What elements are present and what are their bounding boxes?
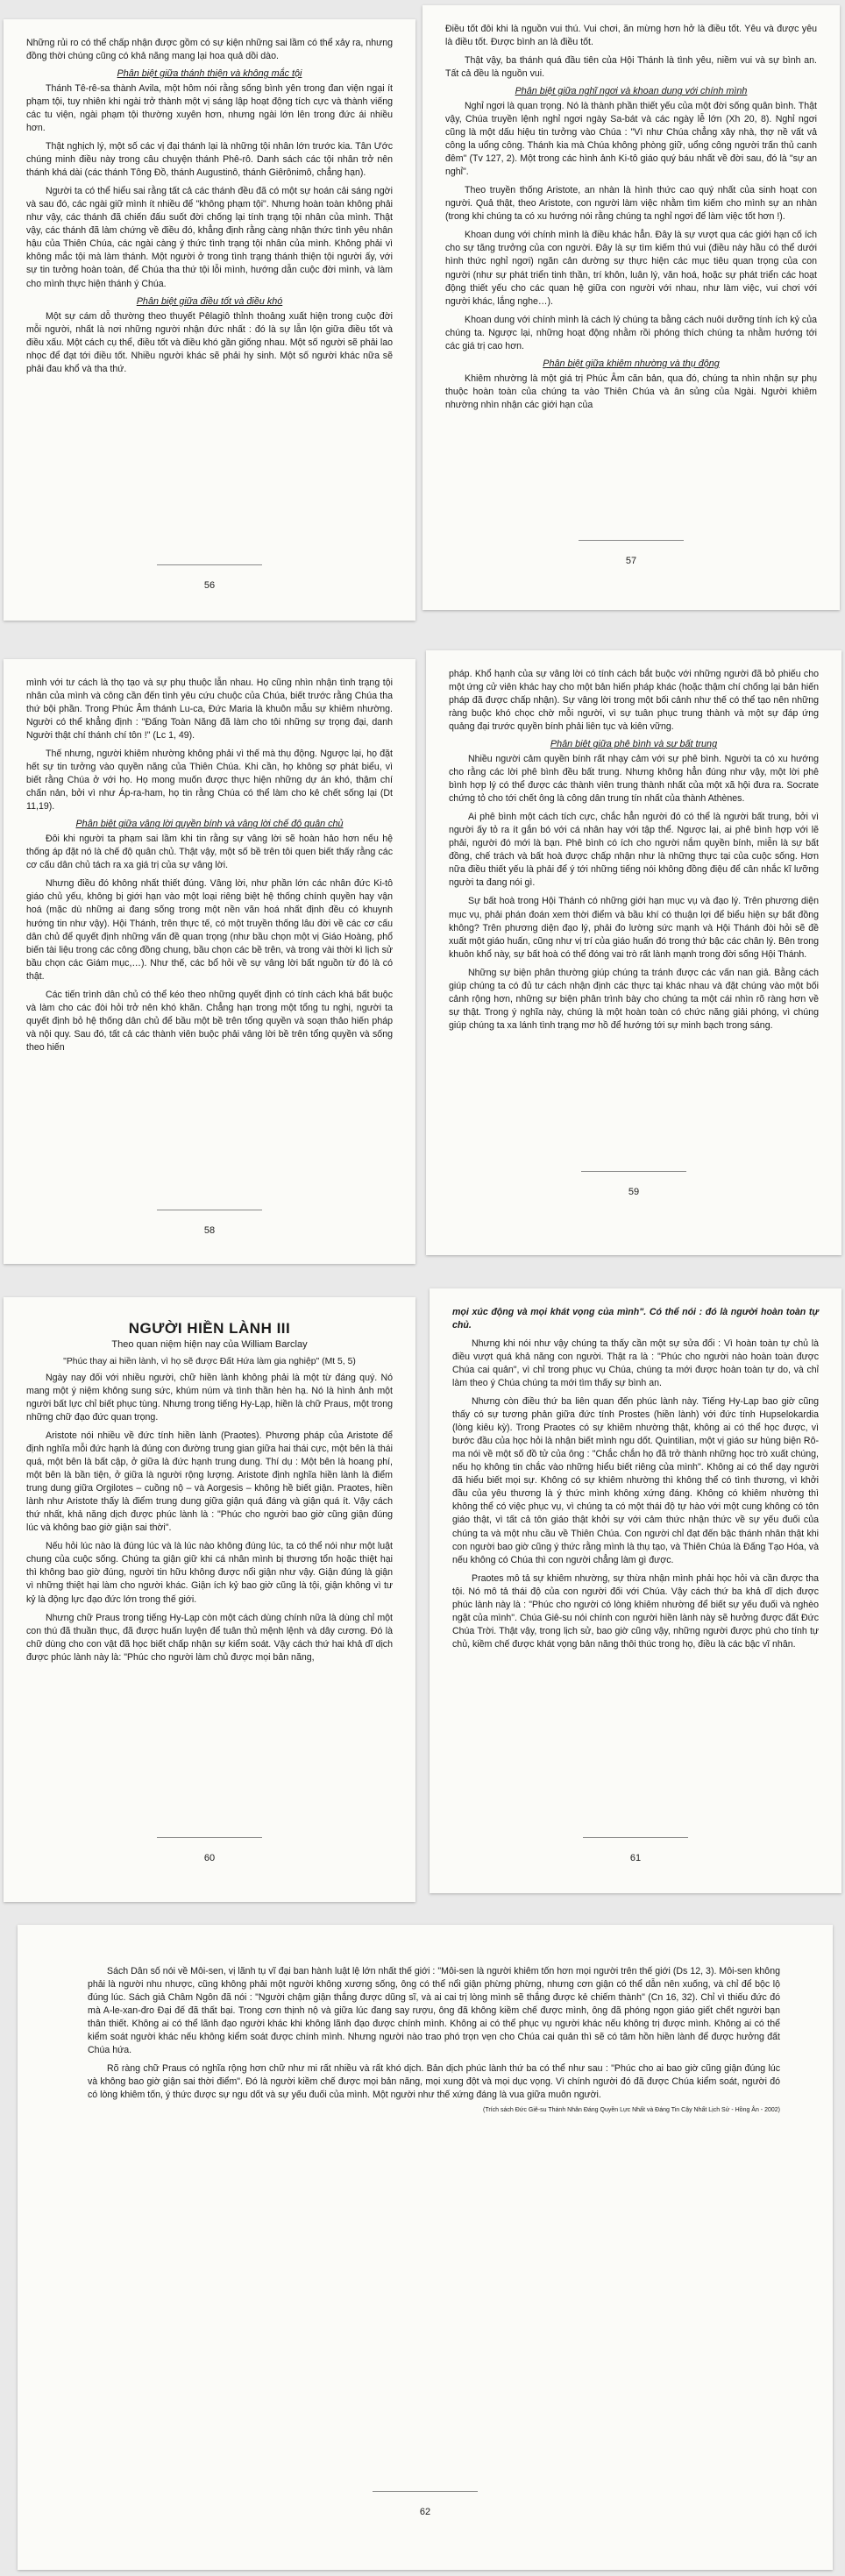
paragraph: Thánh Tê-rê-sa thành Avila, một hôm nói rằng sống bình yên trong đan viện ngại ít phạm tội, tuy nhiên khi ngài trở thành một vị sáng lập hoạt động tích cực và thành viếng các tu viện, ngài phạm tội thường xuyên hơn, nhưng ngài lớn lên trong đức ái nhiều hơn. [26, 83, 393, 134]
page-number-61: 61 [629, 1853, 642, 1863]
page-56 [4, 19, 415, 621]
paragraph: Aristote nói nhiều về đức tính hiền lành (Praotes). Phương pháp của Aristote để định nghĩa mỗi đức hạnh là đúng con đường trung gian giữa hai thái cực, một bên là thái quá, một bên là bất cập, ở giữa là đức hạnh trung dung. Thí dụ : Một bên là hoang phí, một bên là bần tiện, ở giữa là người rộng lượng. Aristote định nghĩa hiền lành là điểm trung dung giữa Orgilotes – cuồng nộ – và Aorgesis – không hề biết giận. Praotes, hiền lành như Aristote thấy là điểm trung dung giữa giận quá đáng và giận quá ít. Vậy cách thứ nhất, khả năng dịch được phúc lành là : "Phúc cho người bao giờ cũng giận đúng lúc và không bao giờ giận sai thời". [26, 1430, 393, 1534]
chapter-subtitle: Theo quan niệm hiện nay của William Barclay [111, 1339, 308, 1350]
paragraph: Điều tốt đôi khi là nguồn vui thú. Vui chơi, ăn mừng hơn hở là điều tốt. Yêu và được yêu là điều tốt. Được bình an là điều tốt. [445, 24, 817, 48]
paragraph: Ai phê bình một cách tích cực, chắc hẳn người đó có thể là người bất trung, bởi vì người ấy tỏ ra ít gắn bó với cá nhân hay với tập thể. Ngược lại, ai phê bình hợp với lẽ phải, người đó mới là bạn. Phê bình có ích cho người nắm quyền bính, miễn là sự bất đồng, chế trách và bất hoà được chấp nhận như là những thực tại của cuộc sống. Hơn nữa điều thiết yếu là phải để ý tới những tiếng nói không đồng điệu để cân nhắc kĩ lưỡng người ta đang nói gì. [449, 812, 819, 889]
section-heading: Phân biệt giữa phê bình và sự bất trung [550, 739, 718, 750]
paragraph: mình với tư cách là thọ tạo và sự phụ thuộc lẫn nhau. Họ cũng nhìn nhận tình trạng tội nhân của mình và công cần đến tình yêu cứu chuộc của Chúa, biết trước rằng Chúa tha thứ bội phần. Trong Phúc Âm thánh Lu-ca, Đức Maria là khuôn mẫu sự khiêm nhường. Người có thể khẳng định : "Đấng Toàn Năng đã làm cho tôi những sự trọng đại, danh Người thật chí thánh chí tôn !" (Lc 1, 49). [26, 678, 393, 742]
paragraph: Nếu hỏi lúc nào là đúng lúc và là lúc nào không đúng lúc, ta có thể nói như một luật chung của cuộc sống. Chúng ta giận giữ khi cá nhân mình bị thương tổn hoặc thiệt hại thì không bao giờ đúng, người tin hữu không được nổi giận như vậy. Giận đúng là giận vì những thiệt hại làm cho người khác. Giận ích kỷ bao giờ cũng là tội, giận không vì tư kỷ là động lực đạo đức lớn trong thế giới. [26, 1541, 393, 1605]
page-62-body [88, 1965, 780, 2102]
page-60-body [26, 1320, 393, 1664]
paragraph: Thật vậy, ba thánh quá đầu tiên của Hội Thánh là tình yêu, niềm vui và sự bình an. Tất cả đều là nguồn vui. [445, 55, 817, 80]
page-number-59: 59 [628, 1187, 640, 1197]
paragraph: Sách Dân số nói về Môi-sen, vị lãnh tụ vĩ đại ban hành luật lệ lớn nhất thế giới : "Môi-sen là người khiêm tốn hơn mọi người trên thế giới (Ds 12, 3). Môi-sen không phải là người nhu nhược, cũng không phải một người không xương sống, ông có thể nổi giận phừng phừng, nhưng cơn giận có thể dẫn nên xuống, và chỉ để bộc lộ đúng lúc. Sách giả Châm Ngôn đã nói : "Người chậm giận thắng được dũng sĩ, và ai cai trị lòng mình sẽ thắng được kẻ chiếm thành" (Cn 16, 32). Chỉ vì thiếu đức đó mà A-le-xan-đro Đại đế đã thất bại. Trong cơn thịnh nộ và giữa lúc đang say rượu, ông đã không kiềm chế được mình, ông đã phóng ngọn giáo giết chết người bạn thân thiết. Không ai có thể lãnh đạo người khác khi không lãnh đạo được chính mình. Không ai có thể phục vụ người khác nếu không trị được mình. Không ai có thể kiểm soát người khác nếu không kiểm soát được chính mình. Nhưng người nào trao phó trọn vẹn cho Chúa cai quản thì sẽ có tâm hồn hiền lành để được hưởng đất Chúa hứa. [88, 1966, 780, 2056]
page-60-rule [157, 1837, 262, 1838]
paragraph: Praotes mô tả sự khiêm nhường, sự thừa nhận mình phải học hỏi và cần được tha tội. Nó mô tả thái độ của con người đối với Chúa. Vậy cách thứ ba khả dĩ dịch được phúc lành này là : "Phúc cho người có lòng khiêm nhường để biết sự yếu đuối và nghèo ngặt của mình". Chúa Giê-su nói chính con người hiền lành này sẽ hưởng được đất Đức Chúa Trời. Thật vậy, trong lịch sử, bao giờ cũng vậy, những người được phú cho tính tự chủ, kiềm chế được khát vọng bản năng thôi thúc trong họ, điều là các bậc vĩ nhân. [452, 1572, 819, 1650]
paragraph: Khoan dung với chính mình là cách lý chúng ta bằng cách nuôi dưỡng tính ích kỷ của chúng ta. Ngược lại, những hoạt động nhằm rồi phóng thích chúng ta nhằm hướng tới các giá trị cao hơn. [445, 314, 817, 351]
page-61-rule [583, 1837, 688, 1838]
paragraph: Sự bất hoà trong Hội Thánh có những giới hạn mục vụ và đạo lý. Trên phương diện mục vụ, phải phán đoán xem thời điểm và bầu khí có thuận lợi để biểu hiện sự bất đồng không? Trên phương diện đạo lý, phải đo lường sức mạnh và Hội Thánh đòi hỏi sẽ đề xuất một giáo huấn, cũng như vị trí của giáo huấn đó trong thứ bậc các chân lý. Bên trong khuôn khổ này, sự bất hoà có thể đóng vai trò rất lành mạnh trong đời sống Hội Thánh. [449, 896, 819, 960]
page-57-body [445, 23, 817, 412]
scripture-quote: "Phúc thay ai hiền lành, vì họ sẽ được Đất Hứa làm gia nghiệp" (Mt 5, 5) [63, 1357, 356, 1366]
page-number-62: 62 [419, 2507, 431, 2517]
paragraph: Thật nghịch lý, một số các vị đại thánh lại là những tội nhân lớn trước kia. Tân Ước chúng minh điều này trong câu chuyện thánh Phê-rô. Danh sách các tội nhân trở nên thánh khá dài (các thánh Tông Đồ, thánh Augustinô, thánh Giêrônimô, chẳng hạn). [26, 141, 393, 179]
paragraph: Rõ ràng chữ Praus có nghĩa rộng hơn chữ như mi rất nhiều và rất khó dịch. Bản dịch phúc lành thứ ba có thể như sau : "Phúc cho ai bao giờ cũng giận đúng lúc và không bao giờ giận sai thời điểm". Đó là người kiềm chế được mọi bản năng, mọi xung đột và mọi dục vọng. Vì chính người đó đã được Chúa kiểm soát, người đó có lòng khiêm tốn, ý thức được sự ngu dốt và sự yếu đuối của mình. Một người như thế xứng đáng là vua giữa muôn người. [88, 2063, 780, 2101]
paragraph: Những sự biện phân thường giúp chúng ta tránh được các vấn nan giả. Bằng cách giúp chúng ta có đủ tư cách nhận định các thực tại khác nhau và đặt chúng vào một bối cảnh rộng hơn, những sự biện phân trình bày cho chúng ta một cái nhìn rõ ràng hơn về sự thật. Trong ý nghĩa này, chúng là một hoàn toàn có chức năng giải phóng, vì chúng giúp chúng ta xa lánh tình trạng mơ hồ để hướng tới sự minh bạch trong sáng. [449, 967, 819, 1031]
paragraph: Nhưng điều đó không nhất thiết đúng. Vâng lời, như phần lớn các nhân đức Ki-tô giáo chủ yếu, không bị giới hạn vào một loại riêng biệt hệ thống chính quyền hay vận hoá (mặc dù những ai đang sống trong một nền văn hoá nhất định đều có khuynh hướng tin như vậy). Hội Thánh, trên thực tế, có một truyền thống lâu đời về các cơ cấu dân chủ để quyết định những vấn đề quan trọng (như bầu chọn một vị Giáo Hoàng, phổ biến tài liệu trong các công đồng chung, bầu chọn các bề trên, và trong vài thời kì lịch sử bầu chọn các Giám mục,…). Như thế, các bổ hỏi về sự vâng lời bất nguồn từ đó là có thật. [26, 878, 393, 982]
page-62-rule [373, 2491, 478, 2492]
paragraph: Khoan dung với chính mình là điều khác hẳn. Đây là sự vượt qua các giới hạn cố ích cho sự tăng trưởng của con người. Đây là sự tìm kiếm thú vui (điều này hầu có thể dưới hình thức nghỉ ngơi) ngăn cản dường sự thực hiện các mục tiêu quan trọng của con người (như sự phát triển tinh thần, trí khôn, luân lý, văn hoá, hoặc sự phát triển các hoạt động thiết yếu cho các quan hệ giữa con người với nhau, như làm việc, vui chơi với người khác, lắng nghe…). [445, 230, 817, 307]
section-heading: Phân biệt giữa điều tốt và điều khó [136, 295, 283, 307]
paragraph: Thế nhưng, người khiêm nhường không phải vì thế mà thụ động. Ngược lại, họ đặt hết sự tin tưởng vào quyền năng của Thiên Chúa. Khi cần, họ không sợ phát biểu, vì biết rằng Chúa ở với họ. Họ mong muốn được thực hiện những dự án khó, thậm chí chấn nản, bởi vì như Áp-ra-ham, họ tin rằng Chúa có thể làm cho kẻ chết sống lại (Dt 11,19). [26, 749, 393, 813]
page-58-body [26, 677, 393, 1054]
page-60 [4, 1297, 415, 1902]
page-57-rule [579, 540, 684, 541]
paragraph: Người ta có thể hiểu sai rằng tất cả các thánh đều đã có một sự hoán cải sáng ngời và sau đó, các ngài giữ mình ít nhiều để "không phạm tội". Nhưng hoàn toàn không phải như vậy, các thánh đã chiến đấu suốt đời chống lại tính trạng tội nhân của mình. Thật vậy, các thánh đã làm chứng về điều đó, khẳng định rằng càng nhận thức tình yêu nhân hậu của Thiên Chúa, các ngài càng ý thức tình trạng tội nhân của mình. Không phải vì không mắc tội mà làm thánh. Một người ở trong tình trạng thánh thiện tội người ấy, với sự tin tưởng hoàn toàn, để Chúa tha thứ tội lỗi mình, hướng dẫn cuộc đời mình, và làm cho mình thực hiện thánh ý Chúa. [26, 186, 393, 289]
page-61 [430, 1288, 841, 1893]
page-59 [426, 650, 841, 1255]
paragraph: Một sự cám dỗ thường theo thuyết Pêlagiô thỉnh thoảng xuất hiện trong cuộc đời mỗi người, nhất là nơi những người nhận đức nhất : đó là sự lẫn lộn giữa điều tốt và điều xấu. Một cách cụ thể, điều tốt và điều khó gần giống nhau. Một số người sẽ phải lao nhọc để đạt tới điều tốt. Nhiều người khác sẽ phải hy sinh. Một số người khác nữa sẽ phải đau khổ và tha thứ. [26, 310, 393, 374]
page-57 [422, 5, 840, 610]
paragraph: Nhưng khi nói như vậy chúng ta thấy cần một sự sửa đổi : Vì hoàn toàn tự chủ là điều vượt quá khả năng con người. Thật ra là : "Phúc cho người nào hoàn toàn được Chúa cai quản", vì chỉ trong phục vụ Chúa, chúng ta mới được hoàn toàn tự do, và chỉ làm theo ý Chúa chúng ta mới tìm thấy sự bình an. [452, 1338, 819, 1389]
page-59-rule [581, 1171, 686, 1172]
section-heading: Phân biệt giữa nghĩ ngơi và khoan dung với chính mình [515, 86, 748, 97]
page-number-60: 60 [203, 1853, 216, 1863]
paragraph: mọi xúc động và mọi khát vọng của mình". Có thể nói : đó là người hoàn toàn tự chủ. [452, 1307, 819, 1331]
paragraph: pháp. Khổ hạnh của sự vâng lời có tính cách bắt buộc với những người đã bỏ phiếu cho một ứng cử viên khác hay cho một bản hiến pháp khác (hoặc thậm chí chống lại bản hiến pháp đã được chấp nhận). Sự vâng lời trong một bối cảnh như thế có thể tạo nên những ràng buộc khó chọc chờ mỗi người, vì sự tuân phục trung thành và một sự đáp ứng quảng đại trước quyền bính phải liên tục và kiên vững. [449, 669, 819, 733]
page-number-56: 56 [203, 580, 216, 591]
paragraph: Nhưng chữ Praus trong tiếng Hy-Lạp còn một cách dùng chính nữa là dùng chỉ một con thú đã thuần thục, đã được huấn luyện để tuân thủ mệnh lệnh và dây cương. Đó là chữ dùng cho con vật đã học biết chấp nhận sự kiểm soát. Vậy cách thứ hai khả dĩ dịch được phúc lành này là: "Phúc cho người làm chủ được mọi bản năng, [26, 1612, 393, 1663]
paragraph: Các tiến trình dân chủ có thể kéo theo những quyết định có tính cách khá bất buộc và làm cho các đòi hỏi trở nên khó khăn. Chẳng hạn trong một tổng tu nghị, người ta quyết định bỏ hệ thống dân chủ để bầu một bề trên tổng quyền và soạn thảo hiến pháp và nội quy. Sau đó, tất cả các thành viên buộc phải vâng lời bề trên tổng quyền và sống theo hiến [26, 989, 393, 1053]
page-number-57: 57 [625, 556, 637, 566]
page-62 [18, 1925, 833, 2570]
page-58 [4, 659, 415, 1264]
page-56-body [26, 37, 393, 376]
chapter-title: NGƯỜI HIỀN LÀNH III [128, 1320, 291, 1337]
page-61-body [452, 1306, 819, 1651]
section-heading: Phân biệt giữa khiêm nhường và thụ động [543, 358, 720, 369]
page-62-footnote: (Trích sách Đức Giê-su Thánh Nhân Đáng Quyền Lực Nhất và Đáng Tin Cậy Nhất Lịch Sử - Hồng Ân - 2002) [483, 2107, 780, 2114]
section-heading: Phân biệt giữa vâng lời quyền bính và vâng lời chế độ quân chủ [75, 819, 344, 830]
section-heading: Phân biệt giữa thánh thiện và không mắc tội [117, 68, 302, 80]
page-56-rule [157, 564, 262, 565]
page-number-58: 58 [203, 1225, 216, 1236]
paragraph: Theo truyền thống Aristote, an nhàn là hình thức cao quý nhất của sinh hoạt con người. Quả thật, theo Aristote, con người làm việc nhằm tìm kiếm cho mình sự an nhàn (trong khi chúng ta có xu hướng nói rằng chúng ta nghỉ ngơi để làm việc tốt hơn !). [445, 185, 817, 223]
paragraph: Khiêm nhường là một giá trị Phúc Âm căn bản, qua đó, chúng ta nhìn nhận sự phụ thuộc hoàn toàn của chúng ta vào Thiên Chúa và ân sủng của Ngài. Người khiêm nhường nhìn nhận các giới hạn của [445, 373, 817, 410]
page-59-body [449, 668, 819, 1033]
paragraph: Ngày nay đối với nhiều người, chữ hiền lành không phải là một từ đáng quý. Nó mang một ý niệm không sung sức, khúm núm và tình thần hèn hạ. Nó là hình ảnh một người bất lực chỉ biết phục tùng. Nhưng trong tiếng Hy-Lạp, hiền là chữ Praus, một trong những chữ đạo đức quan trọng. [26, 1373, 393, 1423]
paragraph: Đôi khi người ta phạm sai lầm khi tin rằng sự vâng lời sẽ hoàn hảo hơn nếu hệ thống áp đặt nó là chế độ quân chủ. Thật vậy, một số bề trên tôi quen biết thấy rằng các cơ cấu dân chủ tách ra xa giá trị của sự vâng lời. [26, 834, 393, 871]
paragraph: Nghỉ ngơi là quan trọng. Nó là thành phần thiết yếu của một đời sống quân bình. Thật vậy, Chúa truyền lệnh nghỉ ngơi ngày Sa-bát và các ngày lễ lớn (Xh 20, 8). Nghỉ ngơi cũng là một dấu hiệu tin tưởng vào Chúa : "Vì như Chúa chẳng xây nhà, thợ nề vất vả công la uổng công. Thánh kia mà Chúa không phòng giữ, uổng công người trấn thủ canh đêm" (Tv 127, 2). Một trong các hình ảnh Ki-tô giáo quý báu nhất về đời sau, đó là "sự an nghỉ". [445, 101, 817, 178]
paragraph: Những rủi ro có thể chấp nhận được gồm có sự kiện những sai lầm có thể xảy ra, nhưng đồng thời chúng cũng có khả năng mang lại hoa quả dồi dào. [26, 38, 393, 62]
paragraph: Nhiều người cảm quyền bính rất nhạy cảm với sự phê bình. Người ta có xu hướng cho rằng các lời phê bình đều bất trung. Nhưng không hẳn đúng như vậy, một lời phê bình hợp lý có thể được các thành viên trung thành nhất của một xã hội đưa ra. Socrate chứng tỏ cho tới chết ông là công dân trung tín nhất của thành Athènes. [449, 754, 819, 805]
paragraph: Nhưng còn điều thứ ba liên quan đến phúc lành này. Tiếng Hy-Lạp bao giờ cũng thấy có sự tương phản giữa đức tính Prostes (hiền lành) với đức tính Hupselokardia (lòng kiêu kỳ). Trong Praotes có sự khiêm nhường thật, không ai có thể học được, vì bước đầu của học hỏi là nhận biết mình ngu dốt. Quintilian, một vị giáo sư hùng biện Rô-ma nói về một số đồ tử của ông : "Chắc chắn họ đã trở thành những học trò xuất chúng, nếu họ không tin chắc vào những hiểu biết riêng của mình". Không ai có thể dạy người đã hiểu biết mọi sự. Không có sự khiêm nhường thì không thể có tình thương, vì khởi đầu của yêu thương là ý thức mình không xứng đáng. Không có khiêm nhường thì không thể có việc phục vụ, vì chúng ta có một thái độ tự hào với một cung không có tôn giáo thật, vì tất cả tôn giáo thật khởi sự với cảm thức nhận thức về sự yếu đuối của chúng ta và một nhu cầu về Thiên Chúa. Con người chỉ đạt đến bậc thánh nhân thật khi con người bao giờ cũng ý thức rằng mình là thụ tạo, và Thiên Chúa là Đấng Tạo Hóa, và nếu không có Chúa thì con người chẳng làm gì được. [452, 1396, 819, 1565]
